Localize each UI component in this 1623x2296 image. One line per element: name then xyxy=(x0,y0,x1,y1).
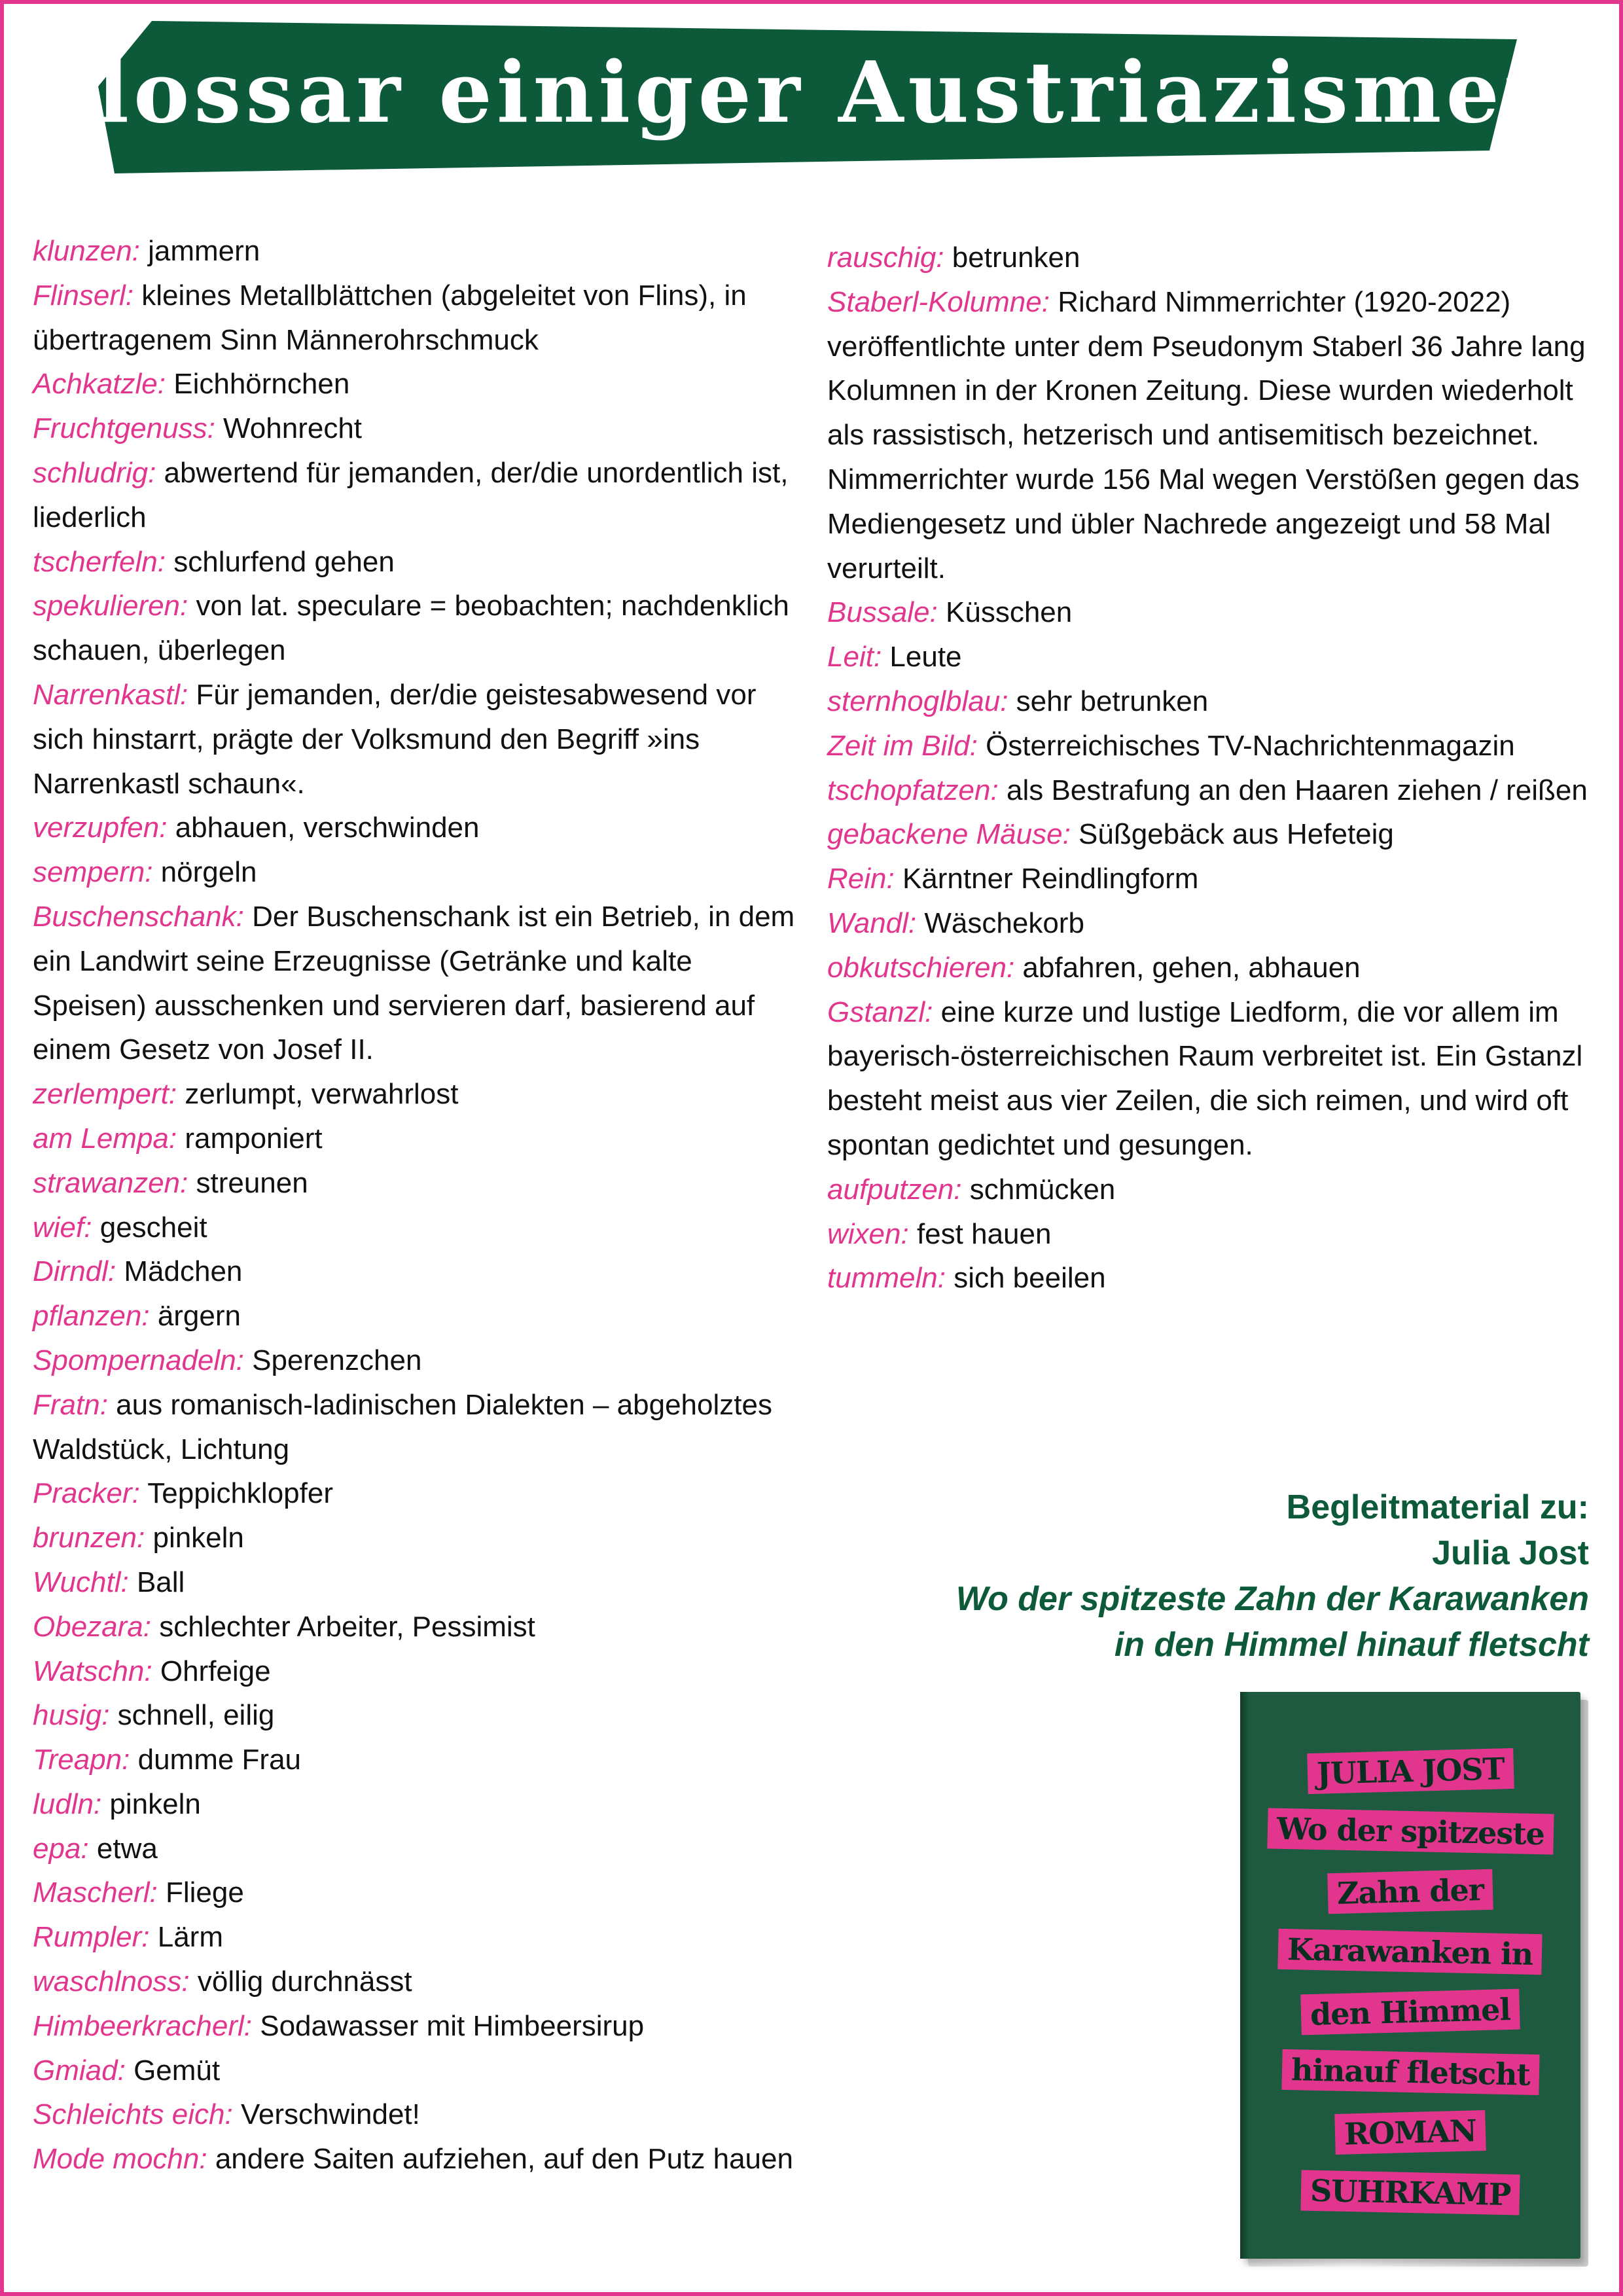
glossary-entry xyxy=(33,229,805,274)
glossary-term: Bussale: xyxy=(827,596,938,629)
glossary-term: tummeln: xyxy=(827,1262,946,1295)
glossary-entry xyxy=(33,1117,805,1161)
glossary-entry xyxy=(33,1294,805,1338)
glossary-entry xyxy=(33,2049,805,2093)
glossary-term: Gmiad: xyxy=(33,2054,126,2087)
glossary-term: rauschig: xyxy=(827,242,944,274)
credit-book-title-line1: Wo der spitzeste Zahn der Karawanken xyxy=(955,1580,1589,1618)
glossary-entry xyxy=(33,1516,805,1560)
glossary-definition: Wohnrecht xyxy=(223,412,363,445)
glossary-entry xyxy=(33,1871,805,1915)
glossary-term: pflanzen: xyxy=(33,1300,150,1333)
glossary-entry xyxy=(827,768,1599,813)
glossary-definition: sehr betrunken xyxy=(1016,685,1209,717)
glossary-term: klunzen: xyxy=(33,235,140,267)
glossary-definition: Gemüt xyxy=(134,2054,221,2087)
glossary-definition: gescheit xyxy=(99,1211,207,1244)
glossary-entry xyxy=(33,1649,805,1694)
glossary-term: husig: xyxy=(33,1699,110,1732)
glossary-entry xyxy=(33,1782,805,1827)
glossary-definition: streunen xyxy=(196,1166,308,1199)
glossary-entry xyxy=(827,280,1599,591)
glossary-definition: Eichhörnchen xyxy=(173,368,350,401)
glossary-term: Wuchtl: xyxy=(33,1566,129,1598)
glossary-definition: eine kurze und lustige Liedform, die vor allem im bayerisch-österreichischen Raum verbreitet ist. Ein Gstanzl besteht meist aus vier Zeilen, die sich reimen, und wird oft spontan gedichtet und gesungen. xyxy=(827,996,1583,1161)
glossary-definition: abwertend für jemanden, der/die unordentlich ist, liederlich xyxy=(33,456,789,533)
book-cover-line: SUHRKAMP xyxy=(1300,2170,1520,2215)
glossary-definition: schlechter Arbeiter, Pessimist xyxy=(159,1610,535,1643)
book-cover-line: ROMAN xyxy=(1334,2110,1486,2155)
glossary-definition: schnell, eilig xyxy=(117,1699,275,1732)
glossary-entry xyxy=(33,1560,805,1605)
glossary-term: wief: xyxy=(33,1211,92,1244)
glossary-term: brunzen: xyxy=(33,1522,145,1554)
book-cover-line: den Himmel xyxy=(1300,1989,1520,2036)
glossary-definition: Teppichklopfer xyxy=(147,1477,333,1510)
glossary-definition: ramponiert xyxy=(185,1122,323,1155)
glossary-entry xyxy=(33,673,805,806)
glossary-term: Zeit im Bild: xyxy=(827,729,978,762)
glossary-definition: fest hauen xyxy=(916,1217,1052,1250)
glossary-term: strawanzen: xyxy=(33,1166,188,1199)
glossary-entry xyxy=(33,1338,805,1383)
glossary-left-column xyxy=(33,229,805,2181)
glossary-term: Gstanzl: xyxy=(827,996,933,1028)
glossary-definition: Ohrfeige xyxy=(160,1655,271,1687)
book-cover-line: Karawanken in xyxy=(1278,1929,1543,1975)
glossary-entry xyxy=(33,1206,805,1250)
glossary-term: gebackene Mäuse: xyxy=(827,818,1071,851)
glossary-definition: Fliege xyxy=(165,1876,244,1909)
glossary-entry xyxy=(33,2137,805,2181)
companion-credit xyxy=(804,1484,1589,1668)
glossary-entry xyxy=(33,1161,805,1206)
glossary-term: Obezara: xyxy=(33,1610,151,1643)
glossary-definition: Leute xyxy=(889,641,962,673)
glossary-term: waschlnoss: xyxy=(33,1965,190,1998)
glossary-term: Wandl: xyxy=(827,906,917,939)
glossary-entry xyxy=(33,1072,805,1117)
glossary-definition: Der Buschenschank ist ein Betrieb, in dem ein Landwirt seine Erzeugnisse (Getränke und kalte Speisen) ausschenken und servieren darf, basierend auf einem Gesetz von Josef II. xyxy=(33,900,795,1066)
glossary-definition: Mädchen xyxy=(124,1255,243,1288)
glossary-definition: als Bestrafung an den Haaren ziehen / reißen xyxy=(1006,774,1588,806)
glossary-term: Mode mochn: xyxy=(33,2143,207,2176)
glossary-definition: jammern xyxy=(148,235,260,267)
glossary-definition: Österreichisches TV-Nachrichtenmagazin xyxy=(986,729,1515,762)
book-cover-image xyxy=(1240,1692,1600,2274)
glossary-entry xyxy=(33,1471,805,1516)
glossary-definition: pinkeln xyxy=(109,1787,201,1820)
glossary-term: zerlempert: xyxy=(33,1078,177,1111)
glossary-definition: ärgern xyxy=(157,1300,241,1333)
glossary-definition: Ball xyxy=(136,1566,185,1598)
glossary-entry xyxy=(33,274,805,363)
glossary-definition: Kärntner Reindlingform xyxy=(902,863,1199,895)
glossary-definition: Richard Nimmerrichter (1920-2022) veröffentlichte unter dem Pseudonym Staberl 36 Jahre lang Kolumnen in der Kronen Zeitung. Diese wurden wiederholt als rassistisch, hetzerisch und antisemitisch bezeichnet. Nimmerrichter wurde 156 Mal wegen Verstößen gegen das Mediengesetz und übler Nachrede angezeigt und 58 Mal verurteilt. xyxy=(827,285,1586,584)
glossary-entry xyxy=(33,1738,805,1782)
glossary-right-column xyxy=(827,236,1599,1300)
glossary-entry xyxy=(33,2092,805,2137)
glossary-term: sempern: xyxy=(33,856,153,889)
glossary-entry xyxy=(827,724,1599,768)
glossary-definition: Wäschekorb xyxy=(924,906,1084,939)
glossary-term: schludrig: xyxy=(33,456,156,489)
glossary-entry xyxy=(827,1256,1599,1300)
title-banner xyxy=(0,0,1623,196)
page-title: Glossar einiger Austriazismen xyxy=(21,44,1569,142)
glossary-entry xyxy=(33,584,805,673)
glossary-term: spekulieren: xyxy=(33,590,188,622)
glossary-definition: nörgeln xyxy=(160,856,257,889)
glossary-term: wixen: xyxy=(827,1217,909,1250)
glossary-definition: pinkeln xyxy=(152,1522,244,1554)
glossary-term: Schleichts eich: xyxy=(33,2098,233,2131)
glossary-definition: Sodawasser mit Himbeersirup xyxy=(260,2009,645,2042)
glossary-entry xyxy=(33,850,805,895)
glossary-term: am Lempa: xyxy=(33,1122,177,1155)
glossary-definition: Küsschen xyxy=(946,596,1073,629)
glossary-entry xyxy=(33,1249,805,1294)
glossary-term: Fruchtgenuss: xyxy=(33,412,215,445)
glossary-term: sternhoglblau: xyxy=(827,685,1008,717)
glossary-entry xyxy=(33,451,805,540)
glossary-entry xyxy=(827,635,1599,679)
book-cover-text xyxy=(1240,1751,1580,2233)
glossary-definition: Sperenzchen xyxy=(252,1344,422,1376)
glossary-term: Treapn: xyxy=(33,1744,130,1776)
glossary-term: Leit: xyxy=(827,641,882,673)
glossary-entry xyxy=(33,362,805,406)
glossary-term: Fratn: xyxy=(33,1388,108,1421)
glossary-entry xyxy=(827,857,1599,901)
glossary-term: verzupfen: xyxy=(33,812,168,844)
glossary-definition: dumme Frau xyxy=(137,1744,302,1776)
glossary-definition: Lärm xyxy=(157,1921,223,1954)
glossary-entry xyxy=(827,679,1599,724)
credit-author: Julia Jost xyxy=(1432,1534,1589,1572)
glossary-definition: schlurfend gehen xyxy=(173,545,395,578)
glossary-term: Achkatzle: xyxy=(33,368,166,401)
glossary-entry xyxy=(33,1960,805,2004)
glossary-definition: kleines Metallblättchen (abgeleitet von Flins), in übertragenem Sinn Männerohrschmuck xyxy=(33,279,747,356)
credit-book-title-line2: in den Himmel hinauf fletscht xyxy=(1114,1626,1589,1664)
book-cover-line: hinauf fletscht xyxy=(1281,2049,1539,2095)
glossary-term: Narrenkastl: xyxy=(33,678,188,711)
glossary-term: Watschn: xyxy=(33,1655,152,1687)
glossary-definition: sich beeilen xyxy=(954,1262,1106,1295)
glossary-entry xyxy=(33,1915,805,1960)
glossary-entry xyxy=(33,1605,805,1649)
glossary-entry xyxy=(33,806,805,850)
book-cover-line: Wo der spitzeste xyxy=(1267,1808,1554,1854)
glossary-term: epa: xyxy=(33,1832,89,1865)
glossary-term: Dirndl: xyxy=(33,1255,116,1288)
glossary-term: Rumpler: xyxy=(33,1921,150,1954)
glossary-definition: andere Saiten aufziehen, auf den Putz hauen xyxy=(215,2143,793,2176)
glossary-definition: betrunken xyxy=(952,242,1080,274)
glossary-entry xyxy=(827,590,1599,635)
glossary-entry xyxy=(33,2004,805,2049)
glossary-term: Himbeerkracherl: xyxy=(33,2009,252,2042)
book-front-cover xyxy=(1240,1692,1580,2259)
glossary-term: Rein: xyxy=(827,863,895,895)
glossary-definition: abhauen, verschwinden xyxy=(175,812,480,844)
glossary-entry xyxy=(827,901,1599,946)
glossary-term: Staberl-Kolumne: xyxy=(827,285,1050,318)
glossary-entry xyxy=(827,812,1599,857)
glossary-definition: zerlumpt, verwahrlost xyxy=(185,1078,459,1111)
glossary-term: Spompernadeln: xyxy=(33,1344,244,1376)
glossary-definition: von lat. speculare = beobachten; nachdenklich schauen, überlegen xyxy=(33,590,789,667)
glossary-entry xyxy=(827,236,1599,280)
glossary-definition: aus romanisch-ladinischen Dialekten – abgeholztes Waldstück, Lichtung xyxy=(33,1388,772,1465)
glossary-entry xyxy=(827,990,1599,1168)
glossary-entry xyxy=(33,1827,805,1871)
glossary-entry xyxy=(33,540,805,584)
book-cover-line: Zahn der xyxy=(1327,1869,1493,1914)
glossary-entry xyxy=(827,946,1599,990)
book-cover-line: JULIA JOST xyxy=(1307,1748,1514,1794)
glossary-definition: etwa xyxy=(96,1832,158,1865)
glossary-entry xyxy=(33,895,805,1072)
glossary-entry xyxy=(33,1693,805,1738)
glossary-entry xyxy=(827,1212,1599,1257)
glossary-definition: schmücken xyxy=(969,1173,1116,1206)
glossary-term: Buschenschank: xyxy=(33,900,244,933)
glossary-term: Mascherl: xyxy=(33,1876,158,1909)
glossary-definition: Verschwindet! xyxy=(240,2098,420,2131)
glossary-term: tscherfeln: xyxy=(33,545,166,578)
glossary-entry xyxy=(33,1383,805,1472)
glossary-definition: abfahren, gehen, abhauen xyxy=(1022,951,1361,984)
glossary-definition: Süßgebäck aus Hefeteig xyxy=(1079,818,1394,851)
glossary-definition: Für jemanden, der/die geistesabwesend vor sich hinstarrt, prägte der Volksmund den Begriff »ins Narrenkastl schaun«. xyxy=(33,678,757,800)
glossary-term: tschopfatzen: xyxy=(827,774,999,806)
glossary-term: obkutschieren: xyxy=(827,951,1015,984)
glossary-definition: völlig durchnässt xyxy=(197,1965,412,1998)
glossary-term: Flinserl: xyxy=(33,279,134,312)
glossary-term: aufputzen: xyxy=(827,1173,962,1206)
glossary-entry xyxy=(827,1168,1599,1212)
glossary-term: Pracker: xyxy=(33,1477,140,1510)
credit-label: Begleitmaterial zu: xyxy=(1286,1488,1589,1526)
glossary-entry xyxy=(33,406,805,451)
glossary-term: ludln: xyxy=(33,1787,102,1820)
